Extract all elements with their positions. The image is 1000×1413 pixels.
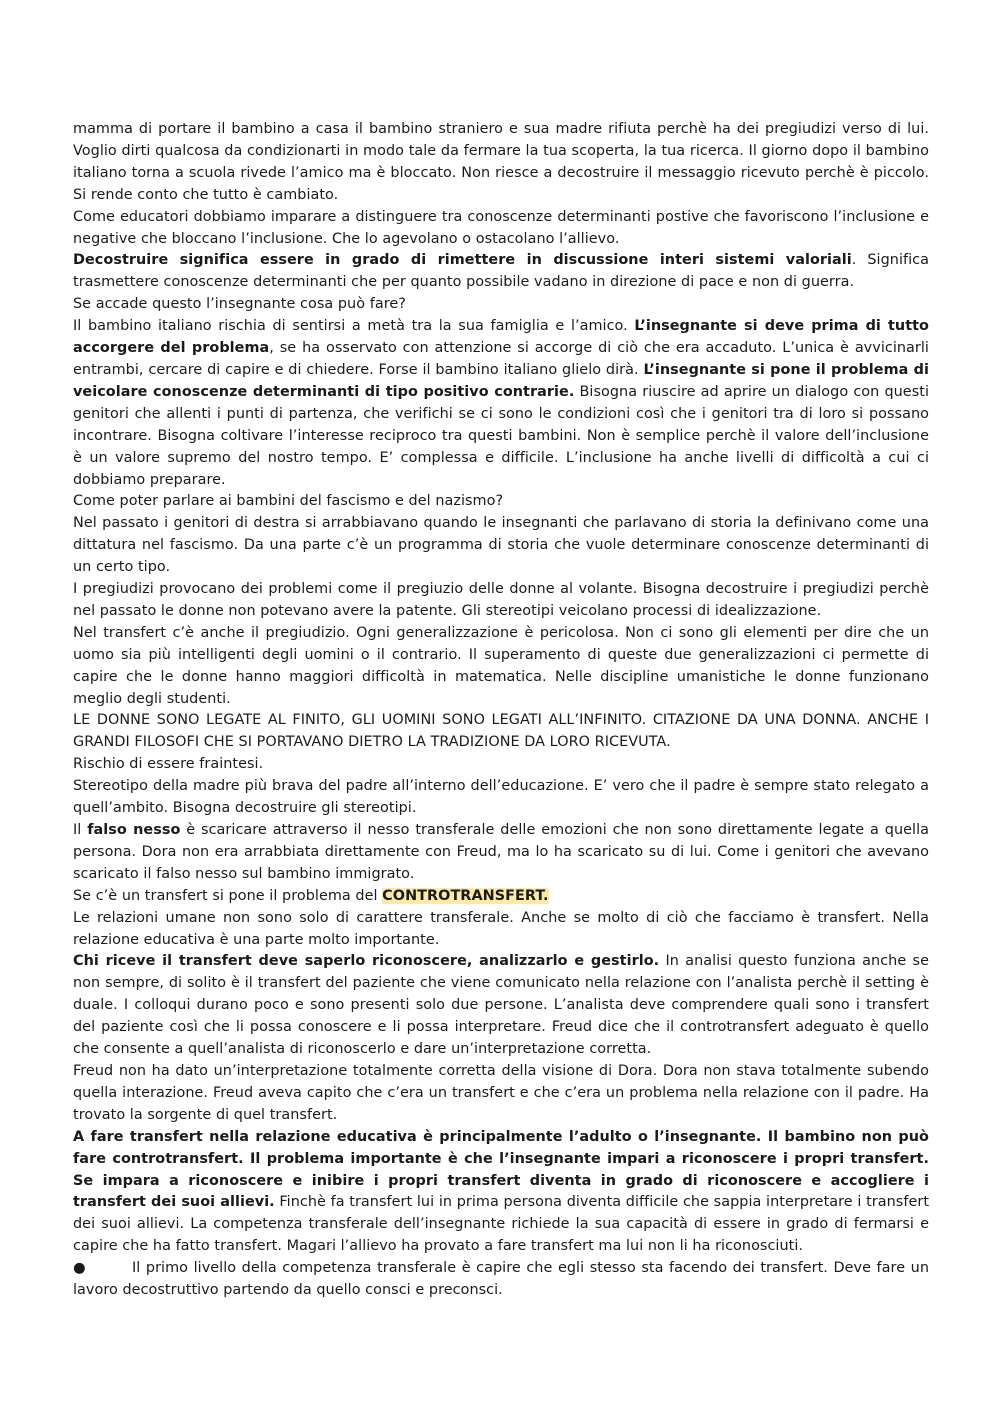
bullet-item xyxy=(73,1258,929,1302)
highlighted-text: CONTROTRANSFERT. xyxy=(382,887,549,904)
paragraph xyxy=(73,513,929,579)
bullet-marker: ● xyxy=(73,1260,86,1277)
paragraph xyxy=(73,316,929,491)
paragraph xyxy=(73,754,929,776)
paragraph xyxy=(73,579,929,623)
text-run: Freud non ha dato un’interpretazione totalmente corretta della visione di Dora. Dora non stava totalmente subendo quella interazione. Freud aveva capito che c’era un transfert e che c’era un problema nella relazione con il padre. Ha trovato la sorgente di quel transfert. xyxy=(73,1062,929,1123)
document-page xyxy=(73,119,929,1302)
bold-text: A fare transfert nella relazione educativa è principalmente l’adulto o l’insegnante. Il bambino non può fare controtransfert. Il problema importante è che l’insegnante impari a riconoscere i propri transfert. Se impara a riconoscere e inibire i propri transfert diventa in grado di riconoscere e accogliere i transfert dei suoi allievi. xyxy=(73,1128,929,1211)
paragraph xyxy=(73,776,929,820)
text-run: è scaricare attraverso il nesso transferale delle emozioni che non sono direttamente legate a quella persona. Dora non era arrabbiata direttamente con Freud, ma lo ha scaricato su di lui. Come i genitori che avevano scaricato il falso nesso sul bambino immigrato. xyxy=(73,822,929,882)
text-run: Il xyxy=(73,822,88,838)
paragraph xyxy=(73,119,929,207)
paragraph xyxy=(73,710,929,754)
text-run: , se ha osservato con attenzione si accorge di ciò che era accaduto. L’unica è avvicinarli entrambi, cercare di capire e di chiedere. Forse il bambino italiano glielo dirà. xyxy=(73,340,929,378)
text-run: Finchè fa transfert lui in prima persona diventa difficile che sappia interpretare i transfert dei suoi allievi. La competenza transferale dell’insegnante richiede la sua capacità di essere in grado di fermarsi e capire che ha fatto transfert. Magari l’allievo ha provato a fare transfert ma lui non li ha riconosciuti. xyxy=(73,1194,930,1255)
text-run: LE DONNE SONO LEGATE AL FINITO, GLI UOMINI SONO LEGATI ALL’INFINITO. CITAZIONE DA UNA DONNA. ANCHE I GRANDI FILOSOFI CHE SI PORTAVANO DIETRO LA TRADIZIONE DA LORO RICEVUTA. xyxy=(73,712,929,751)
paragraph xyxy=(73,1061,929,1127)
bold-text: Chi riceve il transfert deve saperlo riconoscere, analizzarlo e gestirlo. xyxy=(73,953,660,970)
paragraph xyxy=(73,908,929,952)
text-run: Se accade questo l’insegnante cosa può fare? xyxy=(73,296,406,313)
bold-text: Decostruire significa essere in grado di rimettere in discussione interi sistemi valoriali xyxy=(73,252,852,269)
text-run: Bisogna riuscire ad aprire un dialogo con questi genitori che allenti i punti di partenza, che verifichi se ci sono le condizioni così che i genitori tra di loro si possano incontrare. Bisogna coltivare l’interesse reciproco tra questi bambini. Non è semplice perchè il valore dell’inclusione è un valore supremo del nostro tempo. E’ complessa e difficile. L’inclusione ha anche livelli di difficoltà a cui ci dobbiamo preparare. xyxy=(73,383,930,488)
text-run: Stereotipo della madre più brava del padre all’interno dell’educazione. E’ vero che il padre è sempre stato relegato a quell’ambito. Bisogna decostruire gli stereotipi. xyxy=(73,778,929,817)
text-run: In analisi questo funziona anche se non sempre, di solito è il transfert del paziente che viene comunicato nella relazione con l’analista perchè il setting è duale. I colloqui durano poco e sono presenti solo due persone. L’analista deve comprendere quali sono i transfert del paziente così che li possa conoscere e li possa interpretare. Freud dice che il controtransfert adeguato è quello che consente a quell’analista di riconoscerlo e dare un’interpretazione corretta. xyxy=(73,953,929,1058)
text-run: Le relazioni umane non sono solo di carattere transferale. Anche se molto di ciò che facciamo è transfert. Nella relazione educativa è una parte molto importante. xyxy=(73,909,929,948)
text-run: . Significa trasmettere conoscenze determinanti che per quanto possibile vadano in direzione di pace e non di guerra. xyxy=(73,252,929,291)
text-run: Il bambino italiano rischia di sentirsi a metà tra la sua famiglia e l’amico. xyxy=(73,318,635,335)
text-run: Rischio di essere fraintesi. xyxy=(73,756,264,773)
bold-text: L’insegnante si deve prima di tutto accorgere del problema xyxy=(73,318,929,357)
paragraph xyxy=(73,250,929,294)
paragraph xyxy=(73,951,929,1061)
paragraph xyxy=(73,491,929,513)
text-run: Nel passato i genitori di destra si arrabbiavano quando le insegnanti che parlavano di storia la definivano come una dittatura nel fascismo. Da una parte c’è un programma di storia che vuole determinare conoscenze determinanti di un certo tipo. xyxy=(73,515,929,576)
paragraph xyxy=(73,820,929,886)
paragraph xyxy=(73,207,929,251)
text-run: mamma di portare il bambino a casa il bambino straniero e sua madre rifiuta perchè ha dei pregiudizi verso di lui. Voglio dirti qualcosa da condizionarti in modo tale da fermare la tua scoperta, la tua ricerca. Il giorno dopo il bambino italiano torna a scuola rivede l’amico ma è bloccato. Non riesce a decostruire il messaggio ricevuto perchè è piccolo. Si rende conto che tutto è cambiato. xyxy=(73,121,929,203)
text-run: Se c’è un transfert si pone il problema del xyxy=(73,887,383,904)
text-run: Come educatori dobbiamo imparare a distinguere tra conoscenze determinanti postive che favoriscono l’inclusione e negative che bloccano l’inclusione. Che lo agevolano o ostacolano l’allievo. xyxy=(73,208,929,247)
paragraph xyxy=(73,886,929,908)
text-run: I pregiudizi provocano dei problemi come il pregiuzio delle donne al volante. Bisogna decostruire i pregiudizi perchè nel passato le donne non potevano avere la patente. Gli stereotipi veicolano processi di idealizzazione. xyxy=(73,581,929,619)
bullet-text: Il primo livello della competenza transferale è capire che egli stesso sta facendo dei transfert. Deve fare un lavoro decostruttivo partendo da quello consci e preconsci. xyxy=(73,1260,929,1299)
document-body xyxy=(73,119,929,1258)
paragraph xyxy=(73,294,929,316)
bold-text: falso nesso xyxy=(87,822,181,838)
paragraph xyxy=(73,1127,929,1258)
text-run: Come poter parlare ai bambini del fascismo e del nazismo? xyxy=(73,493,504,510)
paragraph xyxy=(73,623,929,711)
bold-text: L’insegnante si pone il problema di veicolare conoscenze determinanti di tipo positivo contrarie. xyxy=(73,361,930,400)
text-run: Nel transfert c’è anche il pregiudizio. Ogni generalizzazione è pericolosa. Non ci sono gli elementi per dire che un uomo sia più intelligenti degli uomini o il contrario. Il superamento di queste due generalizzazioni ci permette di capire che le donne hanno maggiori difficoltà in matematica. Nelle discipline umanistiche le donne funzionano meglio degli studenti. xyxy=(73,624,929,707)
